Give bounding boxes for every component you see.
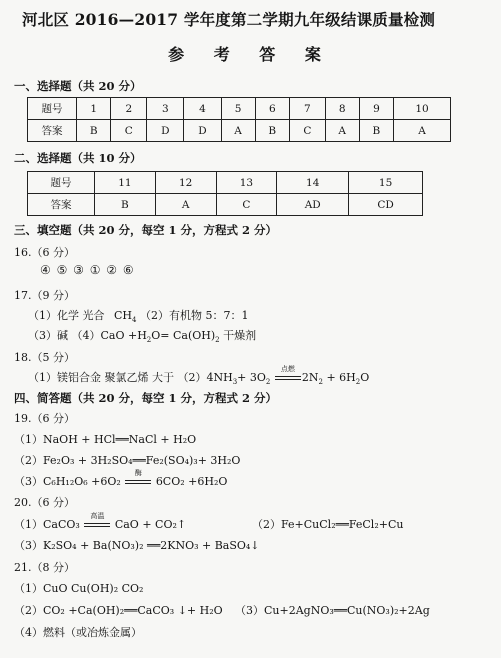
section-2-heading: 二、选择题（共 10 分） [14, 151, 142, 165]
table-row-answers [28, 120, 451, 142]
q18-text: + 3O [237, 371, 266, 384]
question-number-cell: 11 [95, 172, 156, 194]
question-number-cell: 8 [325, 98, 359, 120]
q21-line-1: （1）CuO Cu(OH)₂ CO₂ [14, 582, 144, 595]
subscript: 4 [132, 316, 137, 325]
q19-text: （3）C₆H₁₂O₆ +6O₂ [14, 475, 121, 488]
q19-line-1: （1）NaOH + HCl══NaCl + H₂O [14, 433, 197, 446]
subscript: 3 [232, 378, 238, 387]
equals-sign [125, 480, 151, 484]
answer-cell: A [394, 120, 451, 142]
q17-line-1 [28, 307, 248, 323]
subscript: 2 [318, 378, 323, 387]
q19-line-2: （2）Fe₂O₃ + 3H₂SO₄══Fe₂(SO₄)₃+ 3H₂O [14, 454, 241, 467]
q20-line-1-part-2: （2）Fe+CuCl₂══FeCl₂+Cu [252, 518, 404, 531]
reaction-condition [124, 469, 152, 488]
q19-line-3 [14, 469, 228, 489]
question-number-cell: 10 [394, 98, 451, 120]
q17-label: 17.（9 分） [14, 289, 75, 302]
table-row-numbers [28, 98, 451, 120]
question-number-cell: 14 [277, 172, 349, 194]
q20-line-2: （3）K₂SO₄ + Ba(NO₃)₂ ══2KNO₃ + BaSO₄↓ [14, 539, 260, 552]
section-1-heading: 一、选择题（共 20 分） [14, 79, 142, 93]
reaction-condition [83, 512, 111, 531]
section-1-answer-table [27, 97, 451, 142]
answer-cell: C [290, 120, 326, 142]
page-subtitle: 参 考 答 案 [168, 45, 333, 64]
row-label: 答案 [28, 120, 77, 142]
subscript: 2 [215, 336, 220, 345]
row-label: 题号 [28, 98, 77, 120]
row-label: 题号 [28, 172, 95, 194]
q18-label: 18.（5 分） [14, 351, 75, 364]
answer-cell: B [359, 120, 393, 142]
condition-text: 高温 [90, 512, 105, 520]
question-number-cell: 2 [111, 98, 147, 120]
answer-cell: A [221, 120, 255, 142]
q17-text: （3）碱 （4）CaO +H [28, 329, 147, 342]
question-number-cell: 5 [221, 98, 255, 120]
question-number-cell: 1 [77, 98, 111, 120]
section-4-heading: 四、简答题（共 20 分，每空 1 分，方程式 2 分） [14, 391, 278, 405]
q18-line-1 [28, 365, 370, 387]
q17-text: （1）化学 光合 [28, 309, 105, 322]
answer-cell: A [325, 120, 359, 142]
condition-text: 点燃 [280, 365, 295, 373]
q19-label: 19.（6 分） [14, 412, 75, 425]
table-row-numbers [28, 172, 423, 194]
equals-sign [275, 376, 301, 380]
row-label: 答案 [28, 194, 95, 216]
q19-text: 6CO₂ +6H₂O [155, 475, 228, 488]
question-number-cell: 12 [155, 172, 216, 194]
section-2-answer-table [27, 171, 423, 216]
q17-text: 干燥剂 [219, 329, 257, 342]
q18-text: （1）镁铝合金 聚氯乙烯 大于 （2）4NH [28, 371, 233, 384]
q21-line-3: （4）燃料（或冶炼金属） [14, 626, 142, 639]
question-number-cell: 13 [216, 172, 277, 194]
question-number-cell: 6 [255, 98, 289, 120]
answer-cell: B [255, 120, 289, 142]
subscript: 2 [265, 378, 271, 387]
question-number-cell: 7 [290, 98, 326, 120]
section-3-heading: 三、填空题（共 20 分，每空 1 分，方程式 2 分） [14, 223, 278, 237]
q21-line-2-part-2: （3）Cu+2AgNO₃══Cu(NO₃)₂+2Ag [235, 604, 430, 617]
question-number-cell: 3 [147, 98, 184, 120]
answer-cell: D [147, 120, 184, 142]
q18-text: + 6H [322, 371, 356, 384]
answer-cell: AD [277, 194, 349, 216]
answer-cell: A [155, 194, 216, 216]
answer-cell: B [77, 120, 111, 142]
question-number-cell: 15 [349, 172, 423, 194]
q20-text: （1）CaCO₃ [14, 518, 80, 531]
subscript: 2 [355, 378, 361, 387]
q18-text: 2N [301, 371, 319, 384]
answer-cell: C [111, 120, 147, 142]
q17-text: （2）有机物 5：7：1 [139, 309, 249, 322]
q17-text: O= Ca(OH) [151, 329, 216, 342]
q20-label: 20.（6 分） [14, 496, 75, 509]
q16-answer: ④ ⑤ ③ ① ② ⑥ [40, 263, 135, 277]
q20-text: CaO + CO₂↑ [114, 518, 187, 531]
equals-sign [84, 523, 110, 527]
q20-line-1 [14, 512, 187, 532]
q21-line-2: （2）CO₂ +Ca(OH)₂══CaCO₃ ↓+ H₂O [14, 604, 223, 617]
subscript: 2 [146, 336, 152, 345]
question-number-cell: 4 [184, 98, 221, 120]
condition-text: 酶 [134, 469, 142, 477]
q21-label: 21.（8 分） [14, 561, 75, 574]
answer-cell: D [184, 120, 221, 142]
formula-text: CH [114, 309, 133, 322]
q18-text: O [360, 371, 370, 384]
reaction-condition [274, 365, 302, 384]
answer-cell: CD [349, 194, 423, 216]
answer-cell: C [216, 194, 277, 216]
q16-label: 16.（6 分） [14, 246, 75, 259]
table-row-answers [28, 194, 423, 216]
page-title: 河北区 2016—2017 学年度第二学期九年级结课质量检测 [22, 10, 436, 29]
q17-line-2 [28, 327, 256, 343]
answer-cell: B [95, 194, 156, 216]
q17-ch4 [114, 309, 137, 325]
question-number-cell: 9 [359, 98, 393, 120]
